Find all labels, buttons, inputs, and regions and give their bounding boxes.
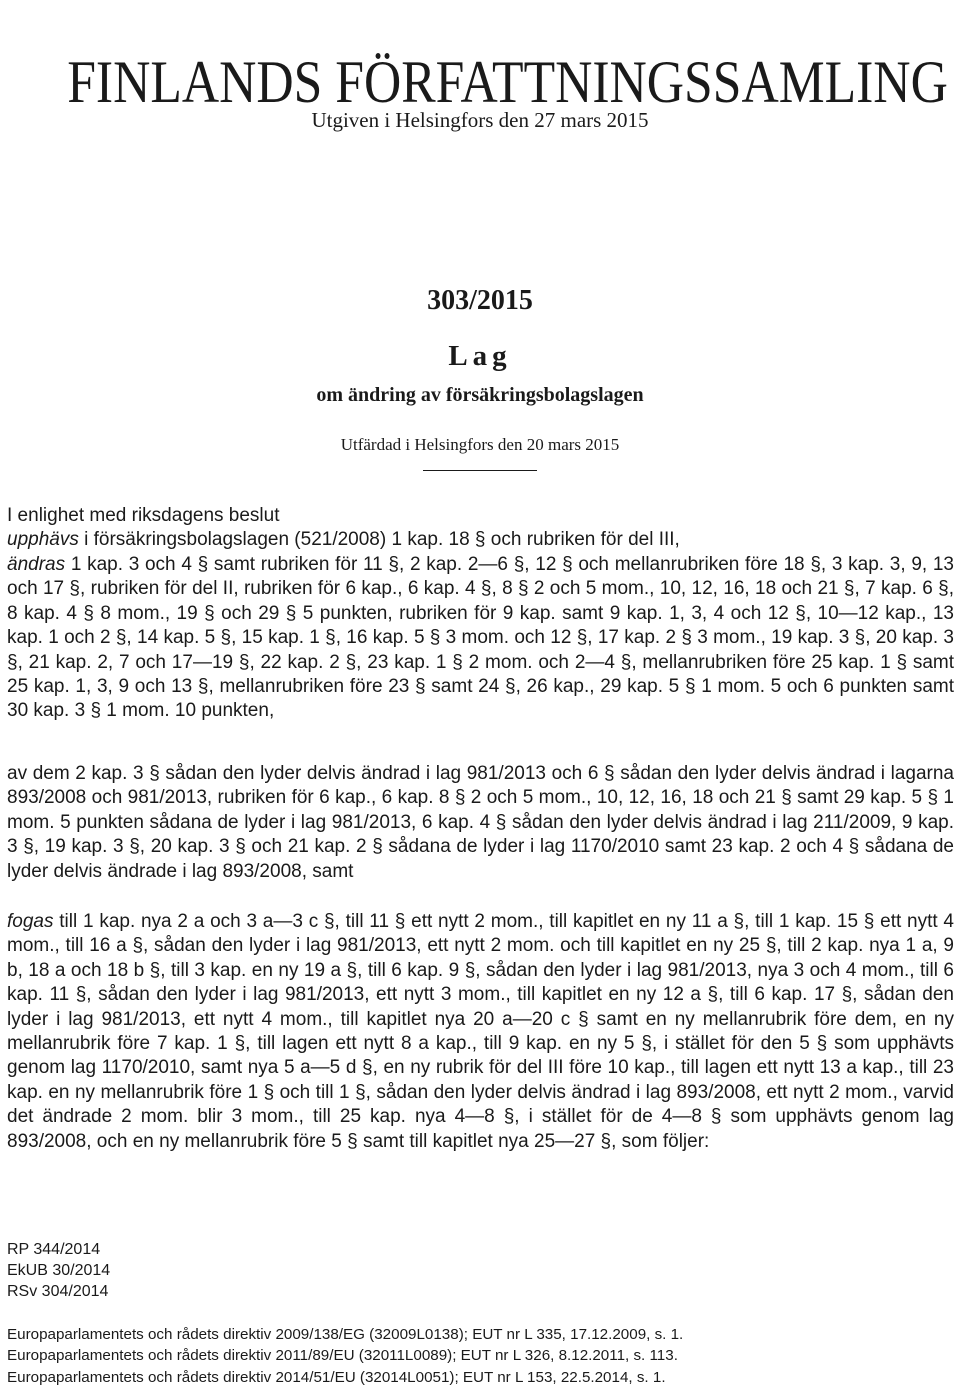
amend-text: 1 kap. 3 och 4 § samt rubriken för 11 §, 2 kap. 2—6 §, 12 § och mellanrubriken före 18 §, 3 kap. 3, 9, 13 och 17 §, rubriken för del II, rubriken för 6 kap., 6 kap. 4 §, 8 § 2 och 5 mom., 10, 12, 16, 18 och 21 §, 7 kap. 6 §, 8 kap. 4 § 8 mom., 19 § och 29 § 5 punkten, rubriken för 9 kap. samt 9 kap. 1, 3, 4 och 12 §, 10—12 kap., 13 kap. 1 och 2 §, 14 kap. 5 §, 15 kap. 1 §, 16 kap. 5 § 3 mom. och 12 §, 17 kap. 2 § 3 mom., 19 kap. 3 §, 20 kap. 3 §, 21 kap. 2, 7 och 17—19 §, 22 kap. 2 §, 23 kap. 1 § 2 mom. och 2—4 §, mellanrubriken före 25 kap. 1 § samt 25 kap. 1, 3, 9 och 13 §, mellanrubriken före 23 § samt 24 §, 26 kap., 29 kap. 5 § 1 mom. 5 och 6 punkten samt 30 kap. 3 § 1 mom. 10 punkten, <box>7 554 954 722</box>
law-type-heading: Lag <box>448 340 512 372</box>
directive-item: Europaparlamentets och rådets direktiv 2009/138/EG (32009L0138); EUT nr L 335, 17.12.2009, s. 1. <box>7 1326 684 1343</box>
law-title: om ändring av försäkringsbolagslagen <box>316 384 644 406</box>
directive-item: Europaparlamentets och rådets direktiv 2011/89/EU (32011L0089); EUT nr L 326, 8.12.2011, s. 113. <box>7 1347 678 1365</box>
issue-date: Utfärdad i Helsingfors den 20 mars 2015 <box>340 435 620 454</box>
repeal-text: i försäkringsbolagslagen (521/2008) 1 kap. 18 § och rubriken för del III, <box>84 529 680 550</box>
publication-date: Utgiven i Helsingfors den 27 mars 2015 <box>311 108 649 132</box>
law-number: 303/2015 <box>427 285 533 316</box>
reference-item: RSv 304/2014 <box>7 1283 109 1300</box>
masthead-title: FINLANDS FÖRFATTNINGSSAMLING <box>67 49 948 116</box>
repeal-keyword: upphävs <box>7 529 79 550</box>
reference-item: RP 344/2014 <box>7 1241 101 1258</box>
separator-rule <box>423 470 537 471</box>
directive-item: Europaparlamentets och rådets direktiv 2014/51/EU (32014L0051); EUT nr L 153, 22.5.2014, s. 1. <box>7 1368 666 1386</box>
amend-keyword: ändras <box>7 554 66 575</box>
addition-paragraph <box>7 910 954 1154</box>
intro-paragraph: I enlighet med riksdagens beslut <box>7 505 280 526</box>
directive-footnotes <box>7 1324 947 1388</box>
addition-text: till 1 kap. nya 2 a och 3 a—3 c §, till 11 § ett nytt 2 mom., till kapitlet en ny 11 a §, till 1 kap. 15 § ett nytt 4 mom., till 16 a §, sådan den lyder i lag 981/2013, ett nytt 2 mom. och till kapitlet en ny 25 §, till 2 kap. nya 1 a, 9 b, 18 a och 18 b §, till 3 kap. en ny 19 a §, till 6 kap. 9 §, sådan den lyder i lag 981/2013, nya 3 och 4 mom., till 6 kap. 11 §, sådan den lyder i lag 981/2013, ett nytt 3 mom., till kapitlet en ny 12 a §, till 6 kap. 17 §, sådan den lyder i lag 981/2013, ett nytt 4 mom., till kapitlet nya 20 a—20 c § samt en ny mellanrubrik före dem, en ny mellanrubrik före 7 kap. 1 §, till lagen ett nytt 8 a kap., till 9 kap. en ny 5 §, i stället för den 5 § som upphävts genom lag 1170/2010, samt nya 5 a—5 d §, en ny rubrik för del III före 10 kap., till lagen ett nytt 13 a kap., till 23 kap. en ny mellanrubrik före 1 § och till 1 §, sådan den lyder delvis ändrad i lag 893/2008, ett nytt 2 mom., varvid det ändrade 2 mom. blir 3 mom., till 25 kap. nya 4—8 §, i stället för de 4—8 § som upphävts genom lag 893/2008, och en ny mellanrubrik före 5 § samt till kapitlet nya 25—27 §, som följer: <box>7 911 955 1152</box>
reference-item: EkUB 30/2014 <box>7 1262 111 1279</box>
addition-keyword: fogas <box>7 911 54 932</box>
legislative-references <box>7 1239 407 1302</box>
repeal-paragraph <box>7 528 954 552</box>
of-which-paragraph: av dem 2 kap. 3 § sådan den lyder delvis ändrad i lag 981/2013 och 6 § sådan den lyder delvis ändrad i lagarna 893/2008 och 981/2013, rubriken för 6 kap., 6 kap. 8 § 2 och 5 mom., 10, 12, 16, 18 och 21 § samt 29 kap. 5 § 1 mom. 5 punkten sådana de lyder i lag 981/2013, 6 kap. 4 § sådan den lyder delvis ändrad i lag 211/2009, 9 kap. 3 §, 19 kap. 3 §, 20 kap. 3 § och 21 kap. 2 § sådana de lyder i lag 1170/2010 samt 23 kap. 2 och 4 § sådana de lyder delvis ändrade i lag 893/2008, samt <box>7 763 954 882</box>
amend-paragraph <box>7 553 954 724</box>
